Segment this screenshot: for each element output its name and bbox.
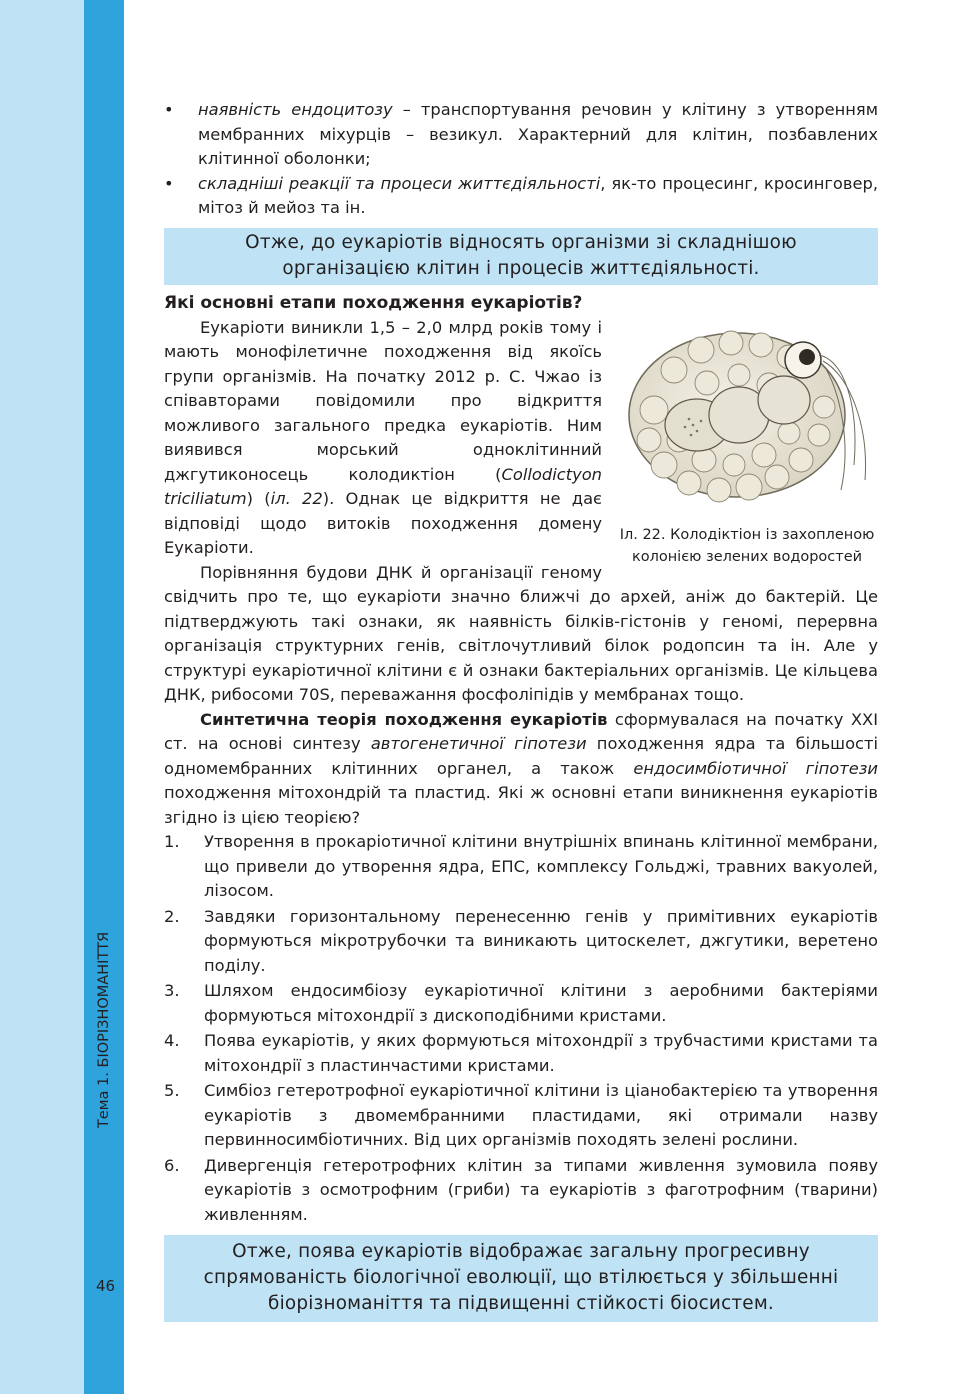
side-stripe-light [0,0,84,1394]
item-text: Утворення в прокаріотичної клітини внутрішніх впинань клітинної мембрани, що привели до утворення ядра, ЕПС, комплексу Гольджі, травних вакуолей, лізосом. [204,832,878,900]
bullet-term: складніші реакції та процеси життєдіяльності [198,173,601,193]
text-span: походження мітохондрій та пластид. Які ж основні етапи виникнення еукаріотів згідно із цією теорією? [164,783,878,827]
item-text: Завдяки горизонтальному перенесенню генів у примітивних еукаріотів формуються мікротрубочки та виникають цитоскелет, джгутики, веретено поділу. [204,906,878,975]
list-item [164,979,878,1028]
stages-list [164,830,878,1227]
list-item [164,905,878,979]
theme-title: Тема 1. БІОРІЗНОМАНІТТЯ [96,931,112,1129]
text-span: сформувалася на початку XXI ст. на основі синтезу [164,709,878,753]
side-stripe-blue [84,0,124,1394]
text-span: Еукаріоти виникли 1,5 – 2,0 млрд років тому і мають монофілетичне походження від якоїсь групи організмів. На початку 2012 р. С. Чжао із співавторами повідомили про відкриття можливого загального предка еукаріотів. Ним виявився морський одноклітинний джгутиконосець колодиктіон ( [164,317,602,484]
figure-reference: іл. 22 [270,489,323,508]
list-item [164,830,878,904]
item-number: 2. [164,906,180,926]
page-number: 46 [96,1277,116,1295]
text-span: ). Однак це відкриття не дає відповіді щодо витоків походження домену Еукаріоти. [164,489,602,557]
term-italic: ендосимбіотичної гіпотези [633,758,878,778]
item-number: 1. [164,832,180,851]
conclusion-box-bottom: Отже, поява еукаріотів відображає загальну прогресивну спрямованість біологічної еволюції, що втілюється у збільшенні біорізноманіття та підвищенні стійкості біосистем. [164,1235,878,1322]
item-number: 3. [164,981,180,1000]
list-item [164,1029,878,1078]
side-stripe-gap [124,0,136,1394]
item-number: 6. [164,1155,180,1175]
figure-caption: Іл. 22. Колодіктіон із захопленою колонією зелених водоростей [619,526,875,565]
collodictyon-illustration-icon [619,315,875,505]
bullet-item [164,172,878,221]
page-content [164,98,878,1322]
list-item [164,1154,878,1228]
conclusion-box-top: Отже, до еукаріотів відносять організми зі складнішою організацією клітин і процесів життєдіяльності. [164,228,878,285]
item-number: 5. [164,1081,180,1100]
item-text: Дивергенція гетеротрофних клітин за типами живлення зумовила появу еукаріотів з осмотрофним (гриби) та еукаріотів з фаготрофним (тварини) живленням. [204,1155,878,1224]
term-italic: автогенетичної гіпотези [370,734,587,753]
term-bold: Синтетична теорія походження еукаріотів [200,709,608,729]
section-heading: Які основні етапи походження еукаріотів? [164,292,583,313]
bullet-text: , як-то процесинг, кросинговер, мітоз й мейоз та ін. [198,173,878,217]
text-span: походження ядра та більшості одномембранних клітинних органел, а також [164,734,878,778]
item-text: Симбіоз гетеротрофної еукаріотичної клітини із ціанобактерією та утворення еукаріотів з двомембранними пластидами, які отримали назву первинносимбіотичних. Від цих організмів походять зелені рослини. [204,1081,878,1149]
paragraph-synthetic-theory [164,708,878,831]
bullet-term: наявність ендоцитозу [198,100,393,119]
bullet-text: – транспортування речовин у клітину з утворенням мембранних міхурців – везикул. Характерний для клітин, позбавлених клітинної оболонки; [198,100,879,168]
bullet-list [164,98,878,221]
item-text: Шляхом ендосимбіозу еукаріотичної клітини з аеробними бактеріями формуються мітохондрії з дископодібними кристами. [204,981,878,1025]
latin-name: Collodictyon triciliatum [164,464,602,508]
text-span: ) ( [246,489,271,508]
list-item [164,1079,878,1153]
item-text: Поява еукаріотів, у яких формуються мітохондрії з трубчастими кристами та мітохондрії з пластинчастими кристами. [204,1031,878,1075]
paragraph-dna-comparison: Порівняння будови ДНК й організації геному свідчить про те, що еукаріоти значно ближчі до архей, аніж до бактерій. Це підтверджують такі ознаки, як наявність білків-гістонів у геномі, перервна організація структурних генів, світлочутливий білок родопсин та ін. Але у структурі еукаріотичної клітини є й ознаки бактеріальних організмів. Це кільцева ДНК, рибосоми 70S, переважання фосфоліпідів у мембранах тощо. [164,562,878,704]
figure-22 [616,315,878,568]
bullet-item [164,98,878,172]
item-number: 4. [164,1031,180,1050]
